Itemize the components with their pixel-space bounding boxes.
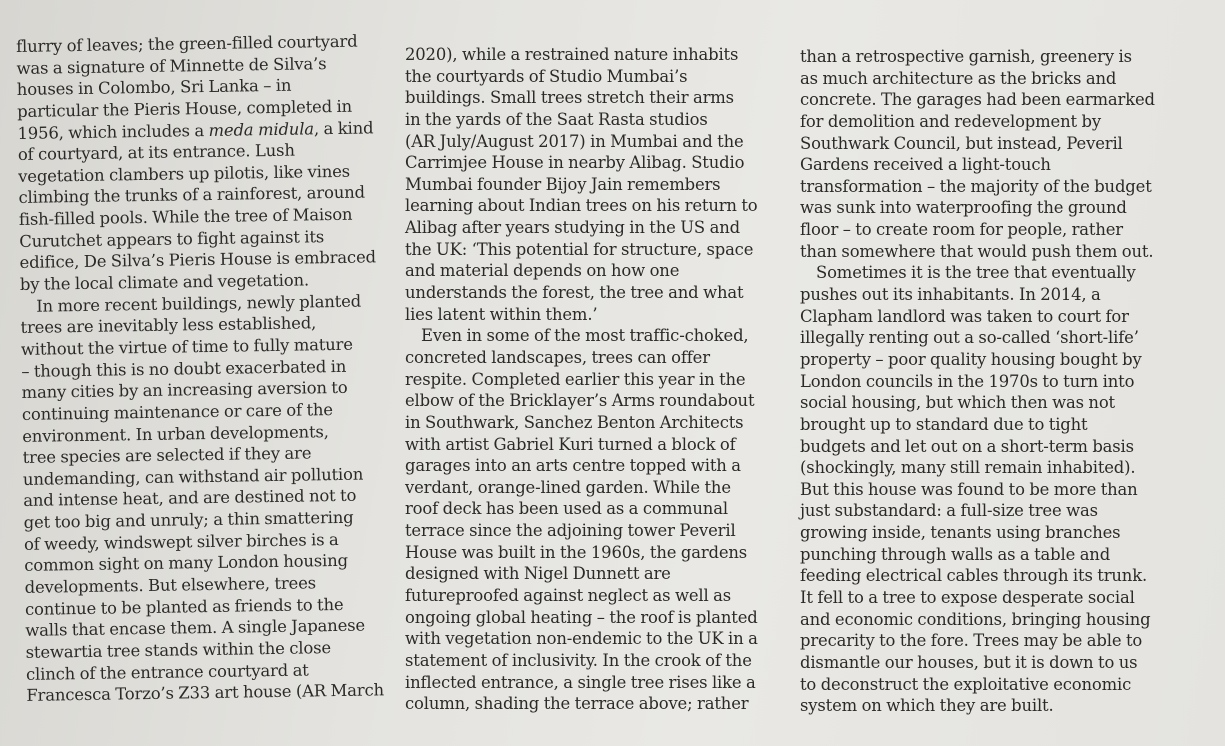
text-run: But this house was found to be more than: [800, 479, 1138, 499]
text-run: vegetation clambers up pilotis, like vines: [18, 161, 351, 186]
text-line: [800, 479, 1155, 501]
text-run: pushes out its inhabitants. In 2014, a: [800, 285, 1101, 305]
text-column-3: [800, 46, 1155, 717]
text-line: [405, 585, 758, 607]
text-line: [405, 434, 758, 456]
text-line: [405, 607, 758, 629]
text-line: [800, 111, 1155, 133]
text-run: 1956, which includes a: [17, 120, 209, 143]
text-line: [800, 500, 1155, 522]
text-run: Clapham landlord was taken to court for: [800, 306, 1129, 326]
text-run: designed with Nigel Dunnett are: [405, 564, 671, 584]
text-run: of courtyard, at its entrance. Lush: [17, 140, 295, 165]
text-line: [405, 260, 758, 282]
text-run: environment. In urban developments,: [22, 421, 329, 446]
text-run: stewartia tree stands within the close: [25, 638, 332, 662]
text-line: [800, 392, 1155, 414]
text-run: and material depends on how one: [405, 261, 680, 281]
text-run: terrace since the adjoining tower Peveril: [405, 521, 736, 541]
text-line: [405, 87, 758, 109]
text-run: verdant, orange-lined garden. While the: [405, 477, 731, 497]
text-run: get too big and unruly; a thin smattering: [23, 507, 354, 533]
text-line: [26, 680, 384, 707]
text-run: roof deck has been used as a communal: [405, 499, 728, 519]
text-run: Curutchet appears to fight against its: [19, 226, 325, 251]
text-run: trees are inevitably less established,: [20, 313, 317, 338]
text-line: [405, 109, 758, 131]
text-line: [800, 652, 1155, 674]
text-run: ongoing global heating – the roof is planted: [405, 607, 758, 627]
text-run: without the virtue of time to fully mature: [20, 334, 353, 359]
text-line: [800, 197, 1155, 219]
text-run: common sight on many London housing: [24, 551, 349, 576]
text-run: futureproofed against neglect as well as: [405, 586, 732, 606]
text-line: [800, 544, 1155, 566]
text-run: (shockingly, many still remain inhabited).: [800, 458, 1136, 478]
text-run: In more recent buildings, newly planted: [36, 291, 362, 316]
text-run: respite. Completed earlier this year in the: [405, 369, 746, 389]
text-line: [405, 477, 758, 499]
text-run: the UK: ‘This potential for structure, space: [405, 239, 754, 259]
text-run: developments. But elsewhere, trees: [24, 573, 317, 597]
text-run: concreted landscapes, trees can offer: [405, 347, 710, 367]
text-column-2: [405, 44, 758, 715]
text-run: as much architecture as the bricks and: [800, 68, 1117, 88]
text-run: in the yards of the Saat Rasta studios: [405, 109, 708, 129]
text-run: garages into an arts centre topped with a: [405, 456, 741, 476]
text-run: transformation – the majority of the budget: [800, 176, 1152, 196]
text-line: [405, 217, 758, 239]
text-run: was sunk into waterproofing the ground: [800, 198, 1127, 218]
text-run: to deconstruct the exploitative economic: [800, 674, 1132, 694]
text-run: and economic conditions, bringing housing: [800, 609, 1151, 629]
text-run: climbing the trunks of a rainforest, around: [18, 183, 366, 208]
text-line: [405, 66, 758, 88]
text-line: [800, 327, 1155, 349]
text-run: by the local climate and vegetation.: [19, 270, 310, 295]
text-run: flurry of leaves; the green-filled courtyard: [16, 31, 358, 56]
text-line: [405, 672, 758, 694]
text-run: was a signature of Minnette de Silva’s: [16, 53, 327, 78]
text-line: [800, 371, 1155, 393]
text-run: floor – to create room for people, rather: [800, 220, 1123, 240]
text-run: fish-filled pools. While the tree of Maison: [18, 204, 353, 230]
text-line: [800, 46, 1155, 68]
text-run: Sometimes it is the tree that eventually: [816, 263, 1136, 283]
text-run: walls that encase them. A single Japanese: [25, 615, 366, 641]
text-run: than a retrospective garnish, greenery is: [800, 47, 1132, 66]
text-line: [800, 68, 1155, 90]
text-run: elbow of the Bricklayer’s Arms roundabout: [405, 391, 755, 411]
text-line: [405, 542, 758, 564]
text-run: , a kind: [313, 117, 374, 138]
text-run: brought up to standard due to tight: [800, 414, 1088, 434]
text-line: [800, 414, 1155, 436]
text-line: [405, 174, 758, 196]
text-run: understands the forest, the tree and what: [405, 283, 744, 303]
italic-term: meda midula: [208, 118, 315, 140]
text-line: [800, 133, 1155, 155]
text-run: just substandard: a full-size tree was: [800, 501, 1098, 521]
text-run: for demolition and redevelopment by: [800, 111, 1101, 131]
text-run: illegally renting out a so-called ‘short-life’: [800, 328, 1139, 348]
text-run: Francesca Torzo’s Z33 art house (AR March: [26, 680, 385, 706]
text-run: social housing, but which then was not: [800, 393, 1115, 413]
text-run: precarity to the fore. Trees may be able to: [800, 631, 1143, 651]
text-run: system on which they are built.: [800, 696, 1054, 716]
text-line: [405, 152, 758, 174]
text-run: Carrimjee House in nearby Alibag. Studio: [405, 153, 745, 173]
text-run: House was built in the 1960s, the gardens: [405, 542, 748, 562]
text-run: inflected entrance, a single tree rises like a: [405, 672, 756, 692]
text-run: Gardens received a light-touch: [800, 155, 1051, 175]
text-run: tree species are selected if they are: [22, 443, 312, 468]
text-line: [405, 282, 758, 304]
text-line: [800, 154, 1155, 176]
text-line: [405, 412, 758, 434]
text-run: and intense heat, and are destined not to: [23, 486, 357, 511]
text-run: clinch of the entrance courtyard at: [25, 660, 309, 684]
text-line: [405, 44, 758, 66]
text-line: [405, 325, 758, 347]
text-run: learning about Indian trees on his return to: [405, 196, 758, 216]
text-run: the courtyards of Studio Mumbai’s: [405, 66, 688, 86]
text-run: in Southwark, Sanchez Benton Architects: [405, 412, 744, 432]
text-run: growing inside, tenants using branches: [800, 523, 1121, 543]
text-run: particular the Pieris House, completed in: [17, 96, 353, 121]
text-line: [800, 241, 1155, 263]
text-run: Southwark Council, but instead, Peveril: [800, 133, 1123, 153]
text-run: houses in Colombo, Sri Lanka – in: [16, 75, 292, 100]
text-run: dismantle our houses, but it is down to us: [800, 652, 1138, 672]
text-line: [800, 306, 1155, 328]
text-line: [800, 609, 1155, 631]
text-line: [405, 455, 758, 477]
text-line: [800, 262, 1155, 284]
text-run: undemanding, can withstand air pollution: [22, 464, 364, 489]
text-run: Mumbai founder Bijoy Jain remembers: [405, 174, 721, 194]
text-line: [800, 587, 1155, 609]
text-line: [405, 239, 758, 261]
text-line: [405, 563, 758, 585]
text-line: [405, 650, 758, 672]
text-run: – though this is no doubt exacerbated in: [21, 356, 347, 381]
text-run: 2020), while a restrained nature inhabits: [405, 45, 739, 64]
text-line: [800, 176, 1155, 198]
text-run: buildings. Small trees stretch their arms: [405, 88, 734, 108]
text-run: continue to be planted as friends to the: [24, 594, 344, 619]
text-column-1: [16, 30, 384, 706]
text-line: [405, 369, 758, 391]
text-line: [405, 498, 758, 520]
text-line: [800, 349, 1155, 371]
text-line: [405, 390, 758, 412]
text-line: [405, 304, 758, 326]
text-line: [800, 565, 1155, 587]
text-run: Alibag after years studying in the US and: [405, 218, 740, 238]
text-run: many cities by an increasing aversion to: [21, 378, 348, 403]
text-run: with artist Gabriel Kuri turned a block of: [405, 434, 736, 454]
text-line: [800, 630, 1155, 652]
text-line: [800, 457, 1155, 479]
text-line: [405, 347, 758, 369]
text-run: with vegetation non-endemic to the UK in a: [405, 629, 758, 649]
text-run: column, shading the terrace above; rather: [405, 694, 749, 714]
text-line: [800, 436, 1155, 458]
text-run: (AR July/August 2017) in Mumbai and the: [405, 131, 744, 151]
text-run: London councils in the 1970s to turn into: [800, 371, 1135, 391]
text-run: Even in some of the most traffic-choked,: [421, 326, 749, 346]
text-line: [800, 674, 1155, 696]
text-line: [800, 284, 1155, 306]
text-run: continuing maintenance or care of the: [21, 399, 334, 424]
text-line: [405, 693, 758, 715]
text-run: feeding electrical cables through its trunk.: [800, 566, 1148, 586]
text-run: budgets and let out on a short-term basis: [800, 436, 1134, 456]
text-run: statement of inclusivity. In the crook of the: [405, 650, 752, 670]
text-run: It fell to a tree to expose desperate social: [800, 588, 1135, 608]
text-run: punching through walls as a table and: [800, 544, 1111, 564]
text-line: [405, 520, 758, 542]
text-line: [800, 695, 1155, 717]
text-line: [405, 628, 758, 650]
text-line: [800, 522, 1155, 544]
text-line: [405, 195, 758, 217]
text-run: property – poor quality housing bought by: [800, 349, 1142, 369]
text-run: than somewhere that would push them out.: [800, 241, 1154, 261]
text-run: of weedy, windswept silver birches is a: [23, 529, 339, 554]
text-line: [800, 219, 1155, 241]
text-run: concrete. The garages had been earmarked: [800, 90, 1155, 110]
text-run: edifice, De Silva’s Pieris House is embraced: [19, 247, 377, 273]
text-line: [800, 89, 1155, 111]
text-run: lies latent within them.’: [405, 304, 598, 324]
text-line: [405, 131, 758, 153]
